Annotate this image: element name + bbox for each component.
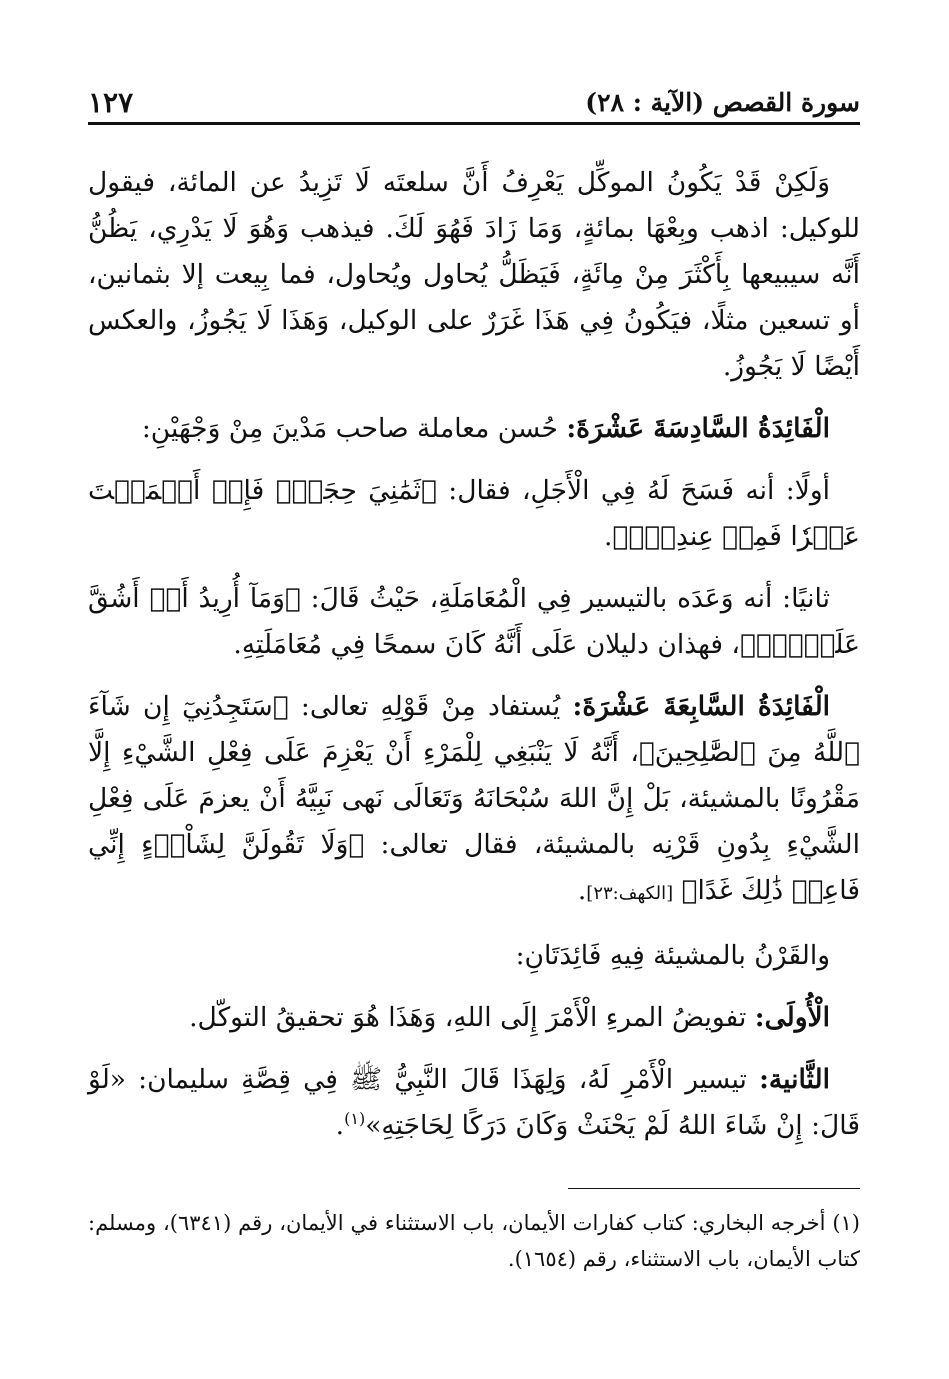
header-rule [88,122,860,125]
point-heading: الْأُولَى: [754,1002,830,1033]
section-heading: الْفَائِدَةُ السَّادِسَةَ عَشْرَةَ: [566,413,830,444]
paragraph [88,406,860,452]
verse-reference: [الكهف:٢٣] [586,883,674,904]
footnotes [88,1205,860,1277]
page-number: ١٢٧ [88,86,134,119]
footnote: (١) أخرجه البخاري: كتاب كفارات الأيمان، باب الاستثناء في الأيمان، رقم (٦٣٤١)، ومسلم: كتاب الأيمان، باب الاستثناء، رقم (١٦٥٤). [88,1211,860,1271]
paragraph-text: حُسن معاملة صاحب مَدْينَ مِنْ وَجْهَيْنِ: [141,413,558,444]
paragraph-text: تيسير الْأَمْرِ لَهُ، وَلِهَذَا قَالَ النَّبِيُّ ﷺ فِي قِصَّةِ سليمان: «لَوْ قَالَ: إِنْ شَاءَ اللهُ لَمْ يَحْنَثْ وَكَانَ دَرَكًا لِحَاجَتِهِ» [88,1064,860,1141]
quran-verse: ﴿ثَمَٰنِيَ حِجَجٍۖ فَإِنۡ أَتۡمَمۡتَ عَشۡرٗا فَمِنۡ عِندِكَۖ﴾. [88,475,860,552]
paragraph-text: تفويضُ المرءِ الْأَمْرَ إِلَى اللهِ، وَهَذَا هُوَ تحقيقُ التوكّل. [189,1002,747,1033]
paragraph: وَلَكِنْ قَدْ يَكُونُ الموكِّل يَعْرِفُ أَنَّ سلعتَه لَا تَزِيدُ عن المائة، فيقول للوكيل: اذهب وبِعْهَا بمائةٍ، وَمَا زَادَ فَهُوَ لَكَ. فيذهب وَهُوَ لَا يَدْرِي، يَظُنُّ أَنَّه سيبيعها بِأَكْثَرَ مِنْ مِائَةٍ، فَيَظَلُّ يُحاول ويُحاول، فما بِيعت إلا بثمانين، أو تسعين مثلًا، فيَكُونُ فِي هَذَا غَرَرٌ على الوكيل، وَهَذَا لَا يَجُوزُ، والعكس أَيْضًا لَا يَجُوزُ. [88,167,860,382]
paragraph: الْفَائِدَةُ السَّابِعَةَ عَشْرَةَ: يُستفاد مِنْ قَوْلِهِ تعالى: ﴿سَتَجِدُنِيٓ إِن شَآءَ ٱللَّهُ مِنَ ٱلصَّٰلِحِينَ﴾، أَنَّهُ لَا يَنْبَغِي لِلْمَرْءِ أَنْ يَعْزِمَ عَلَى فِعْلِ الشَّيْءِ إِلَّا مَقْرُونًا بالمشيئة، بَلْ إِنَّ اللهَ سُبْحَانَهُ وَتَعَالَى نَهى نَبِيَّهُ أَنْ يعزمَ عَلَى فِعْلِ الشَّيْءِ بِدُونِ قَرْنِه بالمشيئة، فقال تعالى: ﴿وَلَا تَقُولَنَّ لِشَاْيۡءٍ إِنِّي فَاعِلٞ ذَٰلِكَ غَدًا﴾ [الكهف:٢٣]. [88,691,860,906]
paragraph [88,468,860,560]
section-heading: الْفَائِدَةُ السَّابِعَةَ عَشْرَةَ: [572,691,830,722]
paragraph [88,1057,860,1149]
footnote-marker: (١) [344,1109,366,1129]
main-text [88,160,860,1165]
punctuation: . [335,1110,345,1141]
point-heading: الثَّانية: [759,1064,830,1095]
footnote-separator [568,1188,860,1189]
paragraph: ثانيًا: أنه وَعَدَه بالتيسير فِي الْمُعَامَلَةِ، حَيْثُ قَالَ: ﴿وَمَآ أُرِيدُ أَنۡ أَشُقَّ عَلَيۡكَۚ﴾، فهذان دليلان عَلَى أَنَّهُ كَانَ سمحًا فِي مُعَامَلَتِهِ. [88,583,860,660]
paragraph-text: يُستفاد مِنْ قَوْلِهِ تعالى: ﴿سَتَجِدُنِيٓ إِن شَآءَ ٱللَّهُ مِنَ ٱلصَّٰلِحِينَ﴾، أَنَّهُ لَا يَنْبَغِي لِلْمَرْءِ أَنْ يَعْزِمَ عَلَى فِعْلِ الشَّيْءِ إِلَّا مَقْرُونًا بالمشيئة، بَلْ إِنَّ اللهَ سُبْحَانَهُ وَتَعَالَى نَهى نَبِيَّهُ أَنْ يعزمَ عَلَى فِعْلِ الشَّيْءِ بِدُونِ قَرْنِه بالمشيئة، فقال تعالى: ﴿وَلَا تَقُولَنَّ لِشَاْيۡءٍ إِنِّي فَاعِلٞ ذَٰلِكَ غَدًا﴾ [88,691,860,906]
paragraph [88,995,860,1041]
page-header [88,84,860,122]
paragraph: والقَرْنُ بالمشيئة فِيهِ فَائِدَتَانِ: [515,940,830,971]
paragraph-text: أولًا: أنه فَسَحَ لَهُ فِي الْأَجَلِ، فقال: [448,475,830,506]
running-title: سورة القصص (الآية : ٢٨) [585,88,860,117]
